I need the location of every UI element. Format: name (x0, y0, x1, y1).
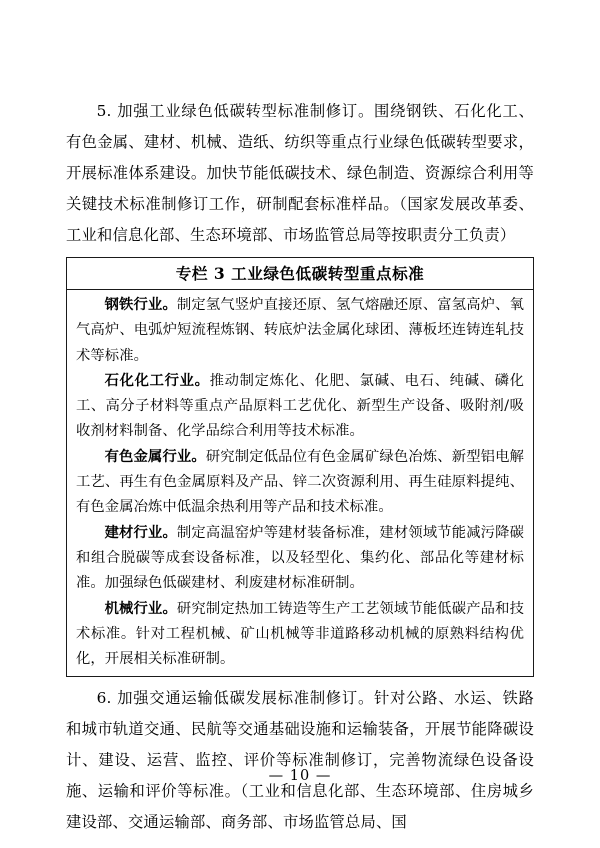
callout-box-body (67, 290, 533, 676)
callout-entry-lead: 建材行业。 (104, 524, 177, 541)
callout-entry-lead: 有色金属行业。 (104, 448, 206, 465)
callout-entry-text: 制定高温窑炉等建材装备标准，建材领域节能减污降碳和组合脱碳等成套设备标准，以及轻型化、集约化、部品化等建材标准。加强绿色低碳建材、利废建材标准研制。 (76, 524, 524, 592)
callout-entry-text: 研究制定低品位有色金属矿绿色冶炼、新型铝电解工艺、再生有色金属原料及产品、锌二次资源利用、再生硅原料提纯、有色金属冶炼中低温余热利用等产品和技术标准。 (76, 448, 524, 516)
callout-entry-text: 研究制定热加工铸造等生产工艺领域节能低碳产品和技术标准。针对工程机械、矿山机械等非道路移动机械的原熟料结构优化，开展相关标准研制。 (76, 600, 524, 668)
callout-entry-lead: 钢铁行业。 (104, 297, 177, 313)
paragraph-item-6: 6. 加强交通运输低碳发展标准制修订。针对公路、水运、铁路和城市轨道交通、民航等交通基础设施和运输装备，开展节能降碳设计、建设、运营、监控、评价等标准制修订，完善物流绿色设备设施、运输和评价等标准。（工业和信息化部、生态环境部、住房城乡建设部、交通运输部、商务部、市场监管总局、国 (66, 689, 534, 832)
callout-entry-building-materials (76, 521, 524, 597)
callout-entry-machinery (76, 597, 524, 673)
page-number: — 10 — (268, 768, 332, 784)
callout-box-title: 专栏 3 工业绿色低碳转型重点标准 (67, 258, 533, 290)
callout-entry-petrochemical (76, 369, 524, 445)
paragraph-item-5: 5. 加强工业绿色低碳转型标准制修订。围绕钢铁、石化化工、有色金属、建材、机械、造纸、纺织等重点行业绿色低碳转型要求，开展标准体系建设。加快节能低碳技术、绿色制造、资源综合利用等关键技术标准制修订工作，研制配套标准样品。（国家发展改革委、工业和信息化部、生态环境部、市场监管总局等按职责分工负责） (66, 102, 534, 244)
callout-box-column-3 (66, 257, 534, 677)
callout-entry-nonferrous (76, 445, 524, 521)
callout-entry-lead: 机械行业。 (104, 600, 177, 617)
callout-entry-steel (76, 293, 524, 369)
callout-entry-lead: 石化化工行业。 (104, 372, 210, 389)
callout-entry-text: 制定氢气竖炉直接还原、氢气熔融还原、富氢高炉、氧气高炉、电弧炉短流程炼钢、转底炉法金属化球团、薄板坯连铸连轧技术等标准。 (76, 297, 524, 364)
callout-entry-text: 推动制定炼化、化肥、氯碱、电石、纯碱、磷化工、高分子材料等重点产品原料工艺优化、新型生产设备、吸附剂/吸收剂材料制备、化学品综合利用等技术标准。 (76, 372, 524, 440)
